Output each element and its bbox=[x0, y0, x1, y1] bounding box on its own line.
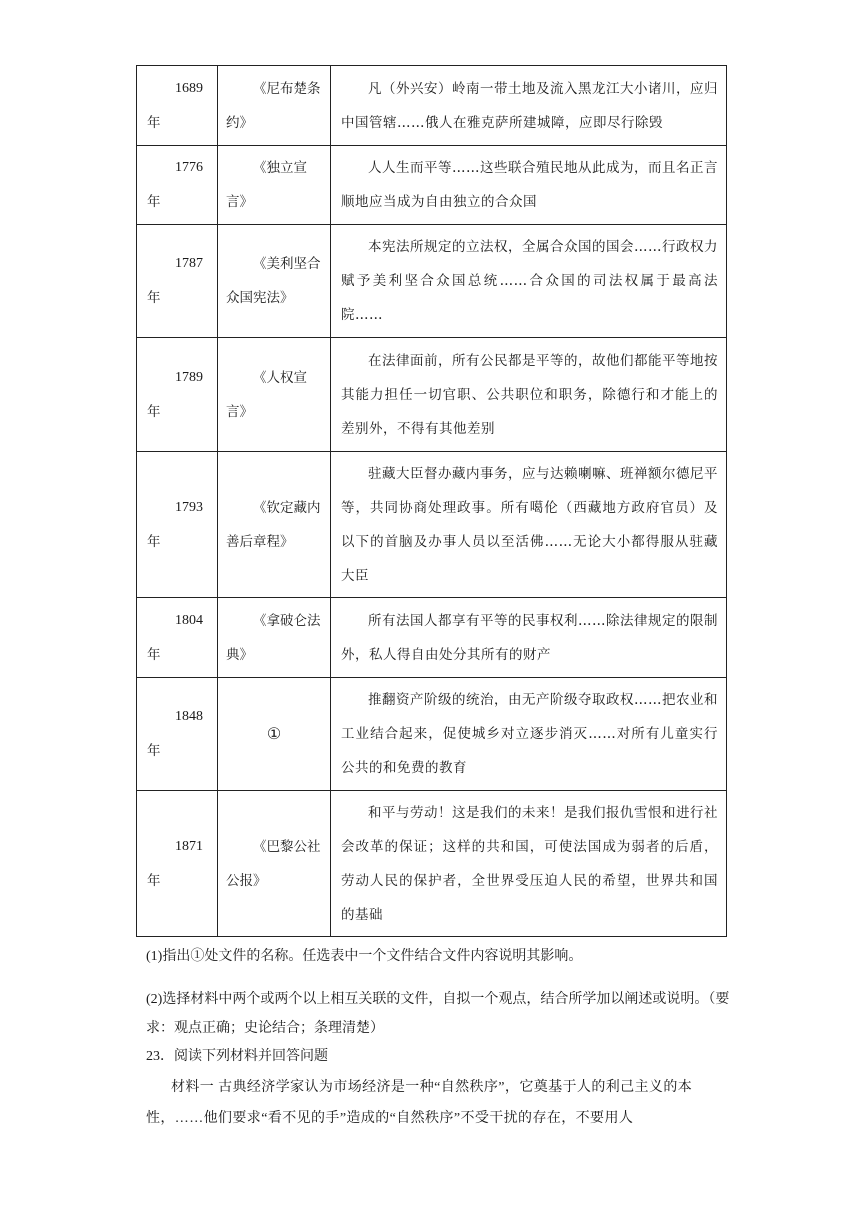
document-content: 人人生而平等……这些联合殖民地从此成为，而且名正言顺地应当成为自由独立的合众国 bbox=[341, 160, 718, 210]
title-cell bbox=[218, 678, 331, 791]
title-cell bbox=[218, 338, 331, 452]
year-cell bbox=[137, 452, 218, 598]
year-number: 1804 bbox=[175, 612, 203, 628]
year-unit: 年 bbox=[147, 290, 161, 306]
title-cell bbox=[218, 225, 331, 338]
content-cell bbox=[331, 225, 727, 338]
content-cell bbox=[331, 452, 727, 598]
material-1-text: 材料一 古典经济学家认为市场经济是一种“自然秩序”，它奠基于人的利己主义的本性，……他们要求“看不见的手”造成的“自然秩序”不受干扰的存在，不要用人 bbox=[146, 1080, 693, 1126]
table-row bbox=[137, 66, 727, 146]
year-unit: 年 bbox=[147, 114, 161, 131]
document-title-placeholder: ① bbox=[266, 724, 282, 743]
year-cell bbox=[137, 66, 218, 146]
document-content: 在法律面前，所有公民都是平等的，故他们都能平等地按其能力担任一切官职、公共职位和职务，除德行和才能上的差别外，不得有其他差别 bbox=[341, 352, 718, 437]
document-title: 《尼布楚条约》 bbox=[226, 80, 321, 131]
year-unit: 年 bbox=[147, 646, 161, 663]
content-cell bbox=[331, 338, 727, 452]
table-row bbox=[137, 225, 727, 338]
year-cell bbox=[137, 146, 218, 225]
document-title: 《独立宣言》 bbox=[226, 160, 307, 210]
document-content: 本宪法所规定的立法权，全属合众国的国会……行政权力赋予美利坚合众国总统……合众国的司法权属于最高法院…… bbox=[341, 239, 718, 323]
year-cell bbox=[137, 225, 218, 338]
content-cell bbox=[331, 598, 727, 678]
document-title: 《钦定藏内善后章程》 bbox=[226, 499, 321, 550]
content-cell bbox=[331, 66, 727, 146]
title-cell bbox=[218, 791, 331, 937]
year-number: 1776 bbox=[175, 160, 203, 175]
table-row bbox=[137, 146, 727, 225]
year-number: 1789 bbox=[175, 369, 203, 385]
year-cell bbox=[137, 338, 218, 452]
year-unit: 年 bbox=[147, 403, 161, 420]
year-number: 1689 bbox=[175, 80, 203, 96]
content-cell bbox=[331, 791, 727, 937]
year-unit: 年 bbox=[147, 743, 161, 759]
content-cell bbox=[331, 146, 727, 225]
question-23-heading: 23．阅读下列材料并回答问题 bbox=[146, 1049, 328, 1064]
year-cell bbox=[137, 678, 218, 791]
document-content: 驻藏大臣督办藏内事务，应与达赖喇嘛、班禅额尔德尼平等，共同协商处理政事。所有噶伦（西藏地方政府官员）及以下的首脑及办事人员以至活佛……无论大小都得服从驻藏大臣 bbox=[341, 465, 718, 584]
title-cell bbox=[218, 146, 331, 225]
year-unit: 年 bbox=[147, 533, 161, 550]
title-cell bbox=[218, 452, 331, 598]
table-row bbox=[137, 598, 727, 678]
document-title: 《巴黎公社公报》 bbox=[226, 838, 321, 889]
year-number: 1787 bbox=[175, 256, 203, 271]
year-number: 1871 bbox=[175, 838, 203, 854]
year-number: 1793 bbox=[175, 499, 203, 515]
document-content: 所有法国人都享有平等的民事权利……除法律规定的限制外，私人得自由处分其所有的财产 bbox=[341, 612, 718, 663]
document-title: 《美利坚合众国宪法》 bbox=[226, 256, 321, 306]
document-title: 《人权宣言》 bbox=[226, 369, 307, 420]
year-number: 1848 bbox=[175, 709, 203, 724]
document-title: 《拿破仑法典》 bbox=[226, 612, 321, 663]
title-cell bbox=[218, 598, 331, 678]
year-cell bbox=[137, 598, 218, 678]
table-row bbox=[137, 452, 727, 598]
year-unit: 年 bbox=[147, 872, 161, 889]
question-2: (2)选择材料中两个或两个以上相互关联的文件，自拟一个观点，结合所学加以阐述或说明。（要求：观点正确；史论结合；条理清楚） bbox=[146, 992, 730, 1036]
content-cell bbox=[331, 678, 727, 791]
table-row bbox=[137, 791, 727, 937]
document-content: 推翻资产阶级的统治，由无产阶级夺取政权……把农业和工业结合起来，促使城乡对立逐步消灭……对所有儿童实行公共的和免费的教育 bbox=[341, 692, 718, 776]
document-content: 凡（外兴安）岭南一带土地及流入黑龙江大小诸川，应归中国管辖……俄人在雅克萨所建城障，应即尽行除毁 bbox=[341, 80, 718, 131]
year-cell bbox=[137, 791, 218, 937]
documents-table bbox=[136, 65, 727, 937]
title-cell bbox=[218, 66, 331, 146]
year-unit: 年 bbox=[147, 194, 161, 210]
table-row bbox=[137, 678, 727, 791]
question-1: (1)指出①处文件的名称。任选表中一个文件结合文件内容说明其影响。 bbox=[146, 949, 583, 964]
table-row bbox=[137, 338, 727, 452]
document-content: 和平与劳动！这是我们的未来！是我们报仇雪恨和进行社会改革的保证；这样的共和国，可使法国成为弱者的后盾，劳动人民的保护者，全世界受压迫人民的希望，世界共和国的基础 bbox=[341, 804, 718, 923]
